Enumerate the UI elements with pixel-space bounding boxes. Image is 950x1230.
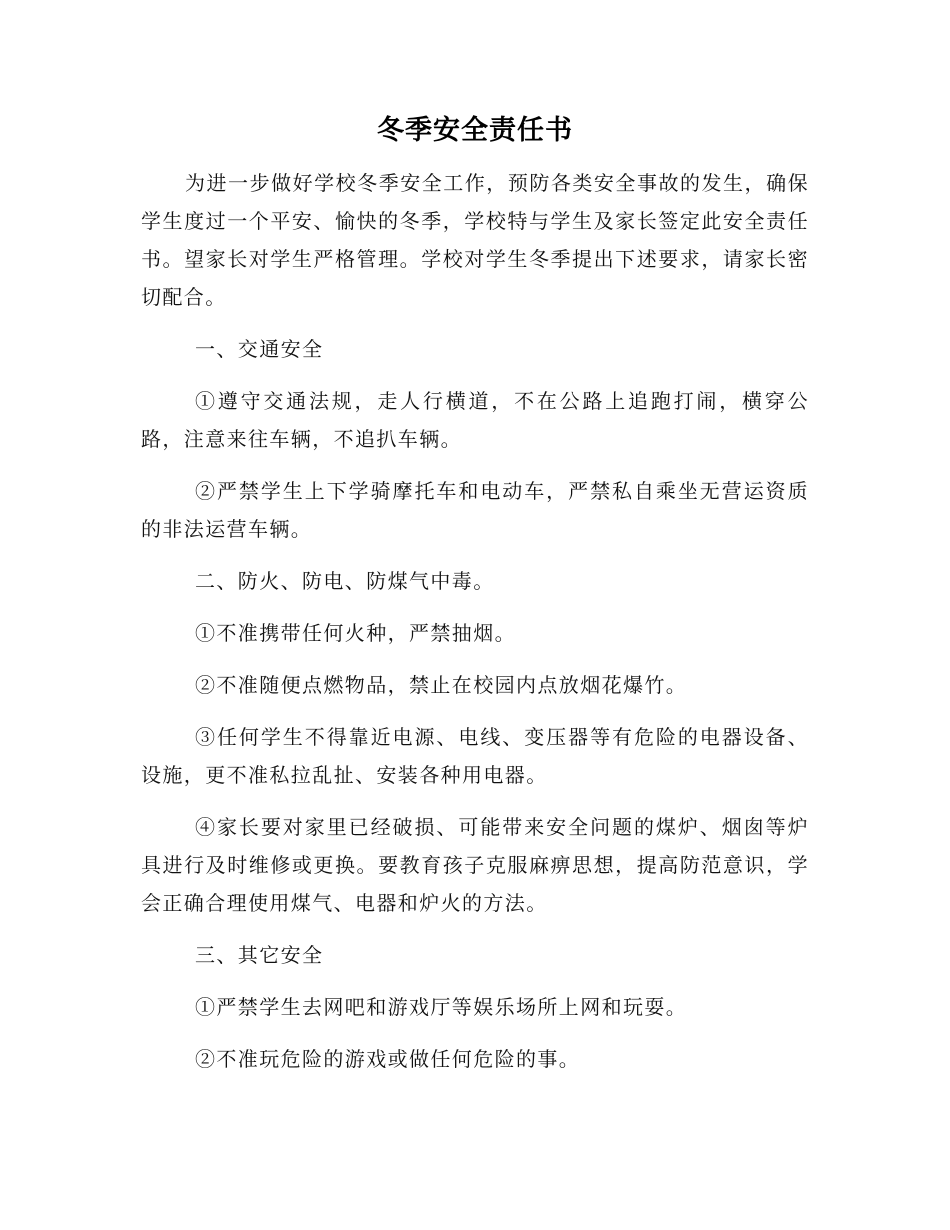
- section-item: ④家长要对家里已经破损、可能带来安全问题的煤炉、烟囱等炉具进行及时维修或更换。要教育孩子克服麻痹思想，提高防范意识，学会正确合理使用煤气、电器和炉火的方法。: [141, 815, 809, 915]
- section-item: ②严禁学生上下学骑摩托车和电动车，严禁私自乘坐无营运资质的非法运营车辆。: [141, 479, 809, 541]
- section-heading-traffic: 一、交通安全: [195, 337, 324, 361]
- section-item: ②不准玩危险的游戏或做任何危险的事。: [195, 1047, 581, 1071]
- section-item: ①严禁学生去网吧和游戏厅等娱乐场所上网和玩耍。: [195, 995, 688, 1019]
- section-heading-other: 三、其它安全: [195, 943, 324, 967]
- section-item: ③任何学生不得靠近电源、电线、变压器等有危险的电器设备、设施，更不准私拉乱扯、安装各种用电器。: [141, 725, 809, 787]
- document-title: 冬季安全责任书: [377, 115, 573, 146]
- section-item: ②不准随便点燃物品，禁止在校园内点放烟花爆竹。: [195, 673, 688, 697]
- intro-paragraph: 为进一步做好学校冬季安全工作，预防各类安全事故的发生，确保学生度过一个平安、愉快的冬季，学校特与学生及家长签定此安全责任书。望家长对学生严格管理。学校对学生冬季提出下述要求，请家长密切配合。: [141, 171, 809, 309]
- document-page: [141, 112, 809, 1078]
- section-item: ①遵守交通法规，走人行横道，不在公路上追跑打闹，横穿公路，注意来往车辆，不追扒车辆。: [141, 389, 809, 451]
- section-item: ①不准携带任何火种，严禁抽烟。: [195, 621, 516, 645]
- section-heading-fire-electric-gas: 二、防火、防电、防煤气中毒。: [195, 569, 495, 593]
